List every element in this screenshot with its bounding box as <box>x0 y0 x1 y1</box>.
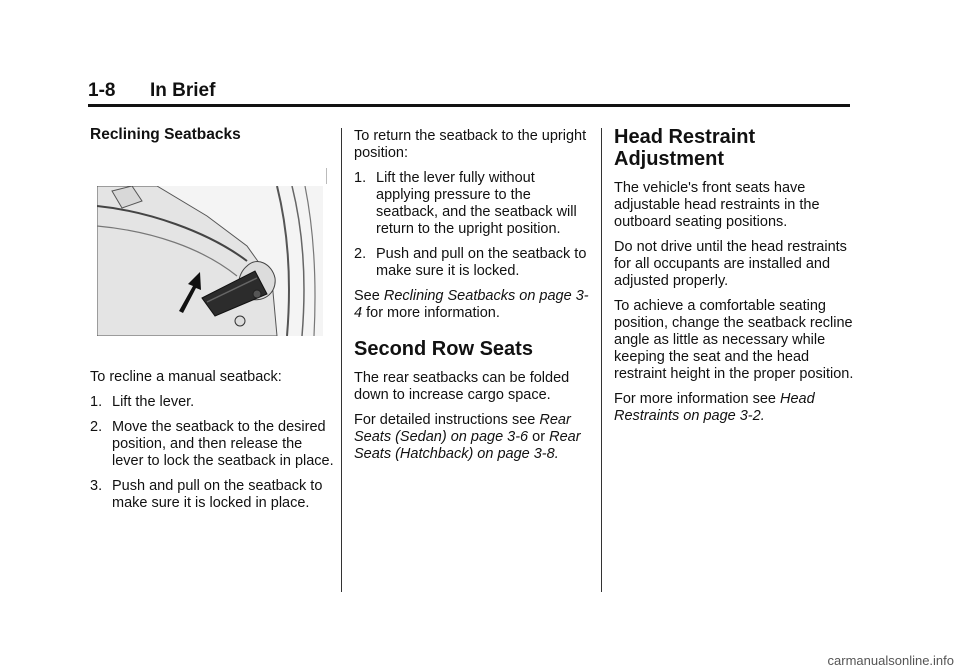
seatback-lever-illustration <box>97 186 323 336</box>
heading-line-2: Adjustment <box>614 148 724 170</box>
list-number: 1. <box>354 170 367 186</box>
column-2 <box>354 128 592 471</box>
figure-marker <box>326 168 327 184</box>
list-text: Push and pull on the seatback to make sure it is locked. <box>376 246 587 279</box>
column-divider <box>601 128 602 592</box>
page-number: 1-8 <box>88 80 116 101</box>
detailed-instructions <box>354 412 592 463</box>
list-number: 3. <box>90 478 103 494</box>
list-item <box>90 478 335 512</box>
header-rule <box>88 104 850 107</box>
list-item <box>354 246 592 280</box>
list-item <box>90 419 335 470</box>
second-row-seats-heading: Second Row Seats <box>354 338 533 360</box>
column-divider <box>341 128 342 592</box>
reclining-seatbacks-heading: Reclining Seatbacks <box>90 126 241 143</box>
page-header <box>88 80 850 106</box>
list-text: Lift the lever fully without applying pressure to the seatback, and the seatback will return to the upright position. <box>376 170 577 237</box>
list-item <box>354 170 592 238</box>
list-number: 2. <box>90 419 103 435</box>
column-3 <box>614 126 854 433</box>
second-row-para: The rear seatbacks can be folded down to increase cargo space. <box>354 370 570 403</box>
head-restraint-heading <box>614 126 854 170</box>
watermark: carmanualsonline.info <box>827 653 954 668</box>
para2-prefix: For detailed instructions see <box>354 412 536 428</box>
heading-line-1: Head Restraint <box>614 126 756 148</box>
rear-seats-hatchback-link[interactable]: Rear Seats (Hatchback) on page 3-8. <box>354 429 581 462</box>
list-text: Push and pull on the seatback to make sure it is locked in place. <box>112 478 323 511</box>
list-item <box>90 394 335 411</box>
list-number: 2. <box>354 246 367 262</box>
see-prefix: See <box>354 288 380 304</box>
head-restraint-para-3: To achieve a comfortable seating position, change the seatback recline angle as little as necessary while keeping the seat and the head restraint height in the proper position. <box>614 298 854 382</box>
see-suffix: for more information. <box>366 305 500 321</box>
see-reference <box>354 288 592 322</box>
head-restraint-para-2: Do not drive until the head restraints for all occupants are installed and adjusted properly. <box>614 239 847 289</box>
recline-intro: To recline a manual seatback: <box>90 369 282 385</box>
list-text: Lift the lever. <box>112 394 195 410</box>
list-text: Move the seatback to the desired position, and then release the lever to lock the seatback in place. <box>112 419 334 469</box>
reclining-seatbacks-link[interactable]: Reclining Seatbacks on page 3-4 <box>354 288 589 321</box>
list-number: 1. <box>90 394 103 410</box>
head-restraint-para-4 <box>614 391 854 425</box>
head-restraints-link[interactable]: Head Restraints on page 3-2. <box>614 391 815 424</box>
return-upright-intro: To return the seatback to the upright position: <box>354 128 587 161</box>
section-title: In Brief <box>150 80 216 101</box>
seat-lever-drawing <box>97 186 323 336</box>
head-restraint-para-1: The vehicle's front seats have adjustable head restraints in the outboard seating positions. <box>614 180 820 230</box>
para2-mid: or <box>532 429 546 445</box>
rear-seats-sedan-link[interactable]: Rear Seats (Sedan) on page 3-6 <box>354 412 571 445</box>
para4-prefix: For more information see <box>614 391 776 407</box>
